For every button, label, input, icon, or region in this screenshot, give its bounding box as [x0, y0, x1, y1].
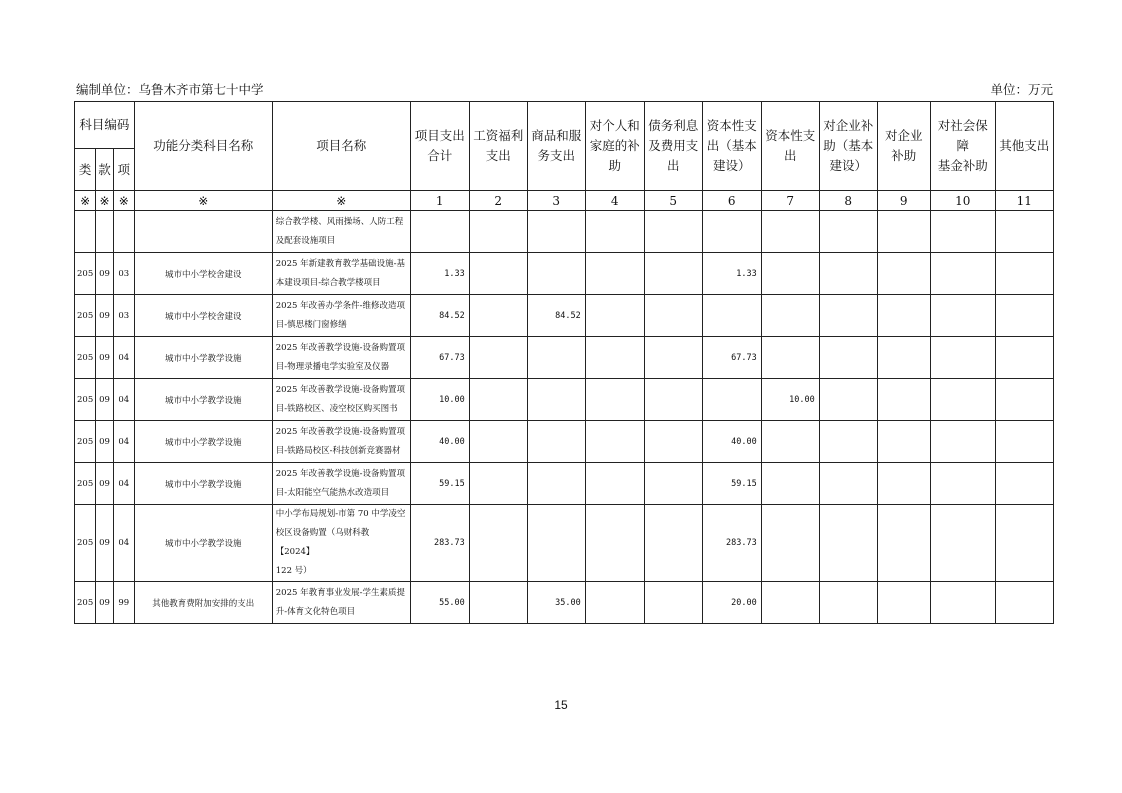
cell-amount — [930, 505, 995, 582]
cell-amount — [644, 379, 702, 421]
table-body — [75, 211, 1054, 624]
cell-kuan: 09 — [96, 253, 114, 295]
cell-amount — [527, 253, 585, 295]
cell-amount — [585, 253, 644, 295]
cell-xiang: 04 — [113, 337, 134, 379]
cell-amount — [644, 337, 702, 379]
cell-lei: 205 — [75, 379, 96, 421]
cell-project-name: 2025 年改善教学设施-设备购置项 目-铁路局校区-科技创新竞赛器材 — [272, 421, 410, 463]
cell-amount: 20.00 — [702, 582, 761, 624]
cell-amount — [877, 253, 930, 295]
header-total: 项目支出 合计 — [410, 102, 469, 191]
cell-amount: 10.00 — [761, 379, 819, 421]
cell-amount — [995, 211, 1053, 253]
cell-amount — [644, 421, 702, 463]
header-salary: 工资福利 支出 — [469, 102, 527, 191]
page-number: 15 — [554, 698, 568, 712]
cell-category-name: 其他教育费附加安排的支出 — [134, 582, 272, 624]
cell-amount: 67.73 — [702, 337, 761, 379]
cell-xiang: 04 — [113, 505, 134, 582]
cell-project-name: 综合教学楼、风雨操场、人防工程 及配套设施项目 — [272, 211, 410, 253]
cell-amount — [877, 582, 930, 624]
cell-amount — [644, 463, 702, 505]
cell-amount — [995, 253, 1053, 295]
header-debt: 债务利息 及费用支 出 — [644, 102, 702, 191]
cell-amount: 1.33 — [702, 253, 761, 295]
cell-kuan: 09 — [96, 379, 114, 421]
header-personal: 对个人和 家庭的补 助 — [585, 102, 644, 191]
cell-lei — [75, 211, 96, 253]
cell-amount — [585, 211, 644, 253]
table-row — [75, 337, 1054, 379]
cell-project-name: 2025 年改善办学条件-维修改造项 目-慎思楼门窗修缮 — [272, 295, 410, 337]
header-project-name: 项目名称 — [272, 102, 410, 191]
column-number-cell: ※ — [272, 191, 410, 211]
cell-amount: 283.73 — [702, 505, 761, 582]
cell-category-name — [134, 211, 272, 253]
table-row — [75, 582, 1054, 624]
cell-category-name: 城市中小学教学设施 — [134, 379, 272, 421]
cell-amount — [877, 211, 930, 253]
column-number-cell: 5 — [644, 191, 702, 211]
cell-amount — [644, 582, 702, 624]
column-number-cell: 3 — [527, 191, 585, 211]
cell-xiang: 03 — [113, 253, 134, 295]
cell-amount — [819, 505, 877, 582]
cell-amount — [877, 379, 930, 421]
cell-amount — [819, 337, 877, 379]
table-row — [75, 463, 1054, 505]
cell-amount — [819, 295, 877, 337]
table-row — [75, 379, 1054, 421]
cell-lei: 205 — [75, 253, 96, 295]
cell-amount — [819, 379, 877, 421]
cell-amount — [527, 505, 585, 582]
cell-amount — [995, 582, 1053, 624]
header-code-group: 科目编码 — [75, 102, 135, 149]
cell-amount — [995, 505, 1053, 582]
table-row — [75, 295, 1054, 337]
header-capital-basic: 资本性支 出（基本 建设） — [702, 102, 761, 191]
cell-amount: 67.73 — [410, 337, 469, 379]
cell-amount — [585, 295, 644, 337]
cell-amount — [930, 421, 995, 463]
cell-amount — [469, 337, 527, 379]
cell-amount — [761, 295, 819, 337]
column-number-cell: ※ — [75, 191, 96, 211]
cell-amount — [702, 379, 761, 421]
cell-amount — [819, 421, 877, 463]
cell-amount: 283.73 — [410, 505, 469, 582]
header-category-name: 功能分类科目名称 — [134, 102, 272, 191]
table-row — [75, 211, 1054, 253]
table-row — [75, 421, 1054, 463]
column-number-cell: 7 — [761, 191, 819, 211]
column-number-row — [75, 191, 1054, 211]
cell-amount — [761, 505, 819, 582]
header-capital: 资本性支 出 — [761, 102, 819, 191]
currency-unit: 单位：万元 — [990, 82, 1053, 97]
cell-project-name: 2025 年改善教学设施-设备购置项 目-太阳能空气能热水改造项目 — [272, 463, 410, 505]
cell-xiang: 04 — [113, 421, 134, 463]
cell-category-name: 城市中小学教学设施 — [134, 421, 272, 463]
cell-amount — [644, 295, 702, 337]
cell-project-name: 中小学布局规划-市第 70 中学凌空 校区设备购置（乌财科教【2024】 122 号） — [272, 505, 410, 582]
cell-amount: 59.15 — [410, 463, 469, 505]
cell-amount — [877, 337, 930, 379]
cell-amount — [995, 337, 1053, 379]
cell-amount — [527, 337, 585, 379]
cell-category-name: 城市中小学教学设施 — [134, 505, 272, 582]
cell-amount — [930, 379, 995, 421]
cell-amount — [877, 505, 930, 582]
cell-amount — [585, 505, 644, 582]
cell-kuan: 09 — [96, 505, 114, 582]
cell-kuan: 09 — [96, 295, 114, 337]
table-row — [75, 505, 1054, 582]
header-enterprise: 对企业 补助 — [877, 102, 930, 191]
cell-amount — [702, 295, 761, 337]
cell-kuan: 09 — [96, 421, 114, 463]
cell-xiang — [113, 211, 134, 253]
cell-amount: 35.00 — [527, 582, 585, 624]
cell-amount — [469, 295, 527, 337]
cell-xiang: 99 — [113, 582, 134, 624]
cell-project-name: 2025 年新建教育教学基础设施-基 本建设项目-综合教学楼项目 — [272, 253, 410, 295]
cell-amount — [469, 211, 527, 253]
header-kuan: 款 — [96, 149, 114, 191]
cell-amount — [877, 421, 930, 463]
cell-amount — [585, 582, 644, 624]
cell-amount — [469, 421, 527, 463]
column-number-cell: 8 — [819, 191, 877, 211]
compiling-unit: 编制单位：乌鲁木齐市第七十中学 — [76, 82, 264, 97]
cell-amount — [819, 463, 877, 505]
cell-lei: 205 — [75, 463, 96, 505]
column-number-cell: 2 — [469, 191, 527, 211]
cell-amount — [469, 379, 527, 421]
column-number-cell: 10 — [930, 191, 995, 211]
header-enterprise-basic: 对企业补 助（基本 建设） — [819, 102, 877, 191]
cell-project-name: 2025 年教育事业发展-学生素质提 升-体育文化特色项目 — [272, 582, 410, 624]
cell-amount — [469, 253, 527, 295]
cell-amount — [761, 253, 819, 295]
column-number-cell: 6 — [702, 191, 761, 211]
cell-amount — [644, 211, 702, 253]
cell-category-name: 城市中小学教学设施 — [134, 337, 272, 379]
cell-amount — [761, 211, 819, 253]
header-lei: 类 — [75, 149, 96, 191]
cell-project-name: 2025 年改善教学设施-设备购置项 目-铁路校区、凌空校区购买图书 — [272, 379, 410, 421]
cell-category-name: 城市中小学教学设施 — [134, 463, 272, 505]
cell-amount — [819, 582, 877, 624]
cell-amount: 40.00 — [702, 421, 761, 463]
cell-amount — [585, 337, 644, 379]
cell-amount — [585, 463, 644, 505]
cell-amount — [527, 421, 585, 463]
cell-amount — [930, 582, 995, 624]
cell-lei: 205 — [75, 295, 96, 337]
header-xiang: 项 — [113, 149, 134, 191]
cell-amount — [995, 463, 1053, 505]
column-number-cell: 11 — [995, 191, 1053, 211]
cell-amount: 84.52 — [527, 295, 585, 337]
cell-category-name: 城市中小学校舍建设 — [134, 253, 272, 295]
cell-amount: 55.00 — [410, 582, 469, 624]
cell-amount — [877, 295, 930, 337]
column-number-cell: ※ — [113, 191, 134, 211]
cell-lei: 205 — [75, 421, 96, 463]
cell-lei: 205 — [75, 582, 96, 624]
cell-amount — [930, 463, 995, 505]
cell-xiang: 03 — [113, 295, 134, 337]
cell-amount — [819, 211, 877, 253]
cell-kuan — [96, 211, 114, 253]
cell-amount — [995, 379, 1053, 421]
column-number-cell: ※ — [134, 191, 272, 211]
column-number-cell: ※ — [96, 191, 114, 211]
cell-amount: 1.33 — [410, 253, 469, 295]
cell-amount — [585, 379, 644, 421]
cell-kuan: 09 — [96, 582, 114, 624]
column-number-cell: 9 — [877, 191, 930, 211]
table-row — [75, 253, 1054, 295]
cell-amount — [761, 337, 819, 379]
cell-kuan: 09 — [96, 337, 114, 379]
cell-xiang: 04 — [113, 463, 134, 505]
cell-amount — [527, 211, 585, 253]
column-number-cell: 1 — [410, 191, 469, 211]
cell-amount — [761, 463, 819, 505]
cell-amount — [761, 421, 819, 463]
cell-amount — [469, 582, 527, 624]
header-social: 对社会保障 基金补助 — [930, 102, 995, 191]
column-number-cell: 4 — [585, 191, 644, 211]
cell-xiang: 04 — [113, 379, 134, 421]
cell-amount — [527, 379, 585, 421]
cell-lei: 205 — [75, 337, 96, 379]
cell-project-name: 2025 年改善教学设施-设备购置项 目-物理录播电学实验室及仪器 — [272, 337, 410, 379]
cell-amount — [877, 463, 930, 505]
header-goods: 商品和服 务支出 — [527, 102, 585, 191]
cell-amount — [930, 337, 995, 379]
cell-amount — [930, 253, 995, 295]
cell-amount: 59.15 — [702, 463, 761, 505]
cell-amount — [410, 211, 469, 253]
cell-amount — [995, 295, 1053, 337]
cell-amount — [527, 463, 585, 505]
cell-category-name: 城市中小学校舍建设 — [134, 295, 272, 337]
cell-amount — [644, 505, 702, 582]
header-other: 其他支出 — [995, 102, 1053, 191]
cell-amount — [585, 421, 644, 463]
cell-kuan: 09 — [96, 463, 114, 505]
cell-amount — [930, 295, 995, 337]
cell-amount — [469, 505, 527, 582]
cell-amount: 84.52 — [410, 295, 469, 337]
cell-amount — [819, 253, 877, 295]
project-expenditure-table — [74, 101, 1054, 624]
cell-amount — [644, 253, 702, 295]
cell-amount — [469, 463, 527, 505]
cell-amount — [930, 211, 995, 253]
cell-amount: 10.00 — [410, 379, 469, 421]
cell-amount — [761, 582, 819, 624]
cell-amount — [702, 211, 761, 253]
cell-lei: 205 — [75, 505, 96, 582]
cell-amount — [995, 421, 1053, 463]
cell-amount: 40.00 — [410, 421, 469, 463]
